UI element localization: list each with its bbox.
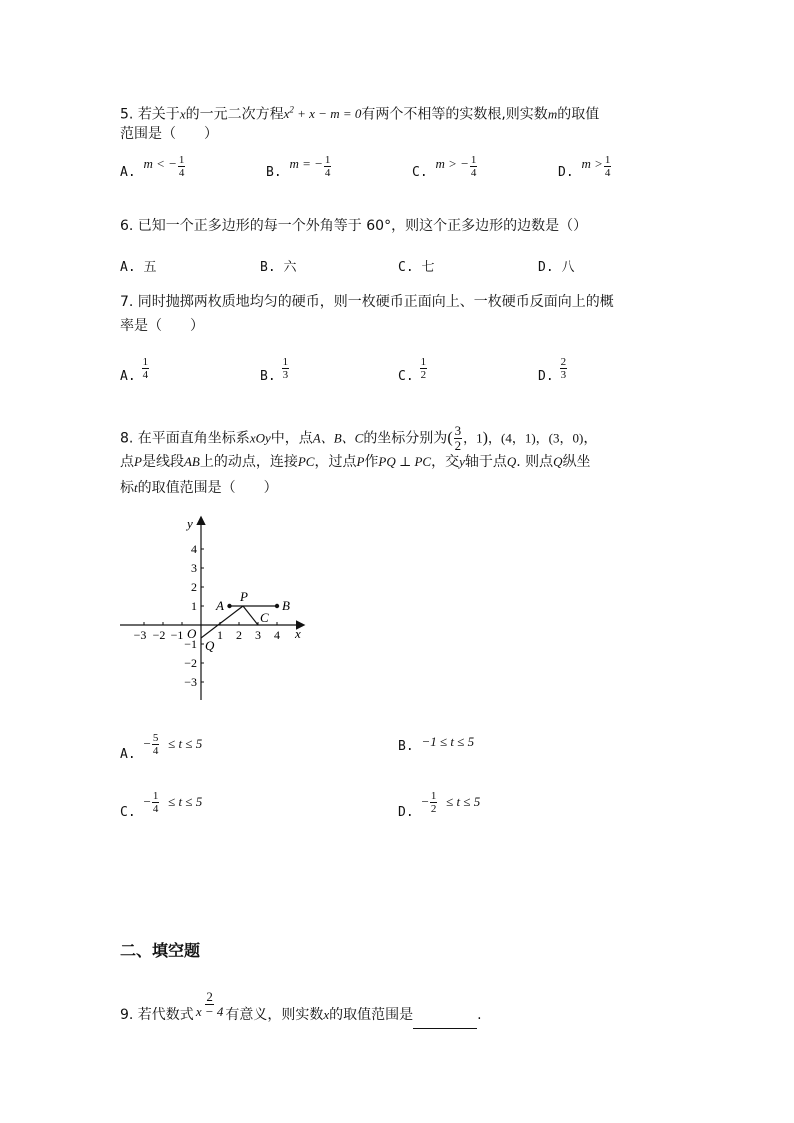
q6-option-d[interactable]: D. 八 [538,260,575,275]
y-tick-label: −1 [184,637,197,651]
coordinate-figure [115,510,315,710]
x-tick-label: −3 [133,628,147,642]
point-a [227,604,231,608]
q8-option-b[interactable]: B. −1 ≤ t ≤ 5 [398,734,475,754]
q7-option-b[interactable]: B. $\frac{1}{3}$ [260,356,289,384]
y-axis-label: y [187,516,193,531]
q5-text-1: 若关于 [137,106,180,123]
q8-option-c[interactable]: C. − $\frac{1}{4}$ ≤ t ≤ 5 [120,790,203,820]
q5-line2: 范围是（ ） [120,126,218,142]
x-tick-label: 3 [255,628,261,642]
point-a-label: A [216,598,224,613]
x-tick-label: −2 [152,628,166,642]
q8-stem-line3: 标t的取值范围是（ ） [120,480,278,496]
q5-line1 [120,100,599,124]
y-tick-label: 4 [191,542,197,556]
q7-option-d[interactable]: D. $\frac{2}{3}$ [538,356,567,384]
point-p-label: P [240,589,248,604]
y-tick-label: −2 [184,656,197,670]
q9-stem: 9. 若代数式 $\frac{2}{x - 4}$ 有意义，则实数x的取值范围是 . [120,990,482,1019]
q5-option-b[interactable]: B. m = − $\frac{1}{4}$ [266,154,331,180]
q7-option-c[interactable]: C. $\frac{1}{2}$ [398,356,427,384]
y-tick-label: 3 [191,561,197,575]
q7-option-a[interactable]: A. $\frac{1}{4}$ [120,356,149,384]
section-title-fill-in: 二、填空题 [120,941,201,960]
q5-var-m: m [547,106,558,122]
q8-option-a[interactable]: A. − $\frac{5}{4}$ ≤ t ≤ 5 [120,732,203,762]
x-tick-label: −1 [170,628,184,642]
x-tick-label: 2 [236,628,242,642]
point-c-label: C [260,610,269,625]
q5-option-a[interactable]: A. m < − $\frac{1}{4}$ [120,154,185,180]
q8-stem-line2: 点P是线段AB上的动点，连接PC，过点P作PQ ⊥ PC，交y轴于点Q. 则点Q纵坐 [120,454,591,470]
segment-pc [243,606,258,625]
q7-stem-line1: 7. 同时抛掷两枚质地均匀的硬币，则一枚硬币正面向上、一枚硬币反面向上的概 [120,294,614,310]
q5-number: 5. [120,106,134,123]
origin-label: O [187,626,197,641]
y-tick-labels [184,542,197,689]
x-tick-label: 4 [274,628,280,642]
q5-option-d[interactable]: D. m > $\frac{1}{4}$ [558,154,611,180]
q5-var-x: x [179,106,186,122]
q6-option-c[interactable]: C. 七 [398,260,435,275]
q6-option-a[interactable]: A. 五 [120,260,157,275]
q6-stem: 6. 已知一个正多边形的每一个外角等于 60°，则这个正多边形的边数是（） [120,218,588,234]
q6-option-b[interactable]: B. 六 [260,260,297,275]
point-b-label: B [282,598,290,613]
q5-equation: $x^2 + x - m = 0$ [283,105,362,122]
q5-option-c[interactable]: C. m > − $\frac{1}{4}$ [412,154,477,180]
x-tick-label: 1 [217,628,223,642]
q8-stem-line1: 8. 在平面直角坐标系xOy中，点A、B、C的坐标分别为( $\frac{3}{2}$ ，1)，(4，1)，(3，0)， [120,423,598,453]
q7-stem-line2: 率是（ ） [120,318,204,334]
q8-option-d[interactable]: D. − $\frac{1}{2}$ ≤ t ≤ 5 [398,790,481,820]
point-b [275,604,279,608]
y-tick-label: 2 [191,580,197,594]
q5-text-3: 有两个不相等的实数根,则实数 [361,106,548,123]
point-q-label: Q [205,638,215,653]
q5-text-4: 的取值 [557,106,600,123]
q9-answer-blank[interactable] [413,1014,477,1029]
y-tick-label: 1 [191,599,197,613]
q5-text-2: 的一元二次方程 [185,106,284,123]
x-axis-label: x [295,626,301,641]
y-tick-label: −3 [184,675,197,689]
